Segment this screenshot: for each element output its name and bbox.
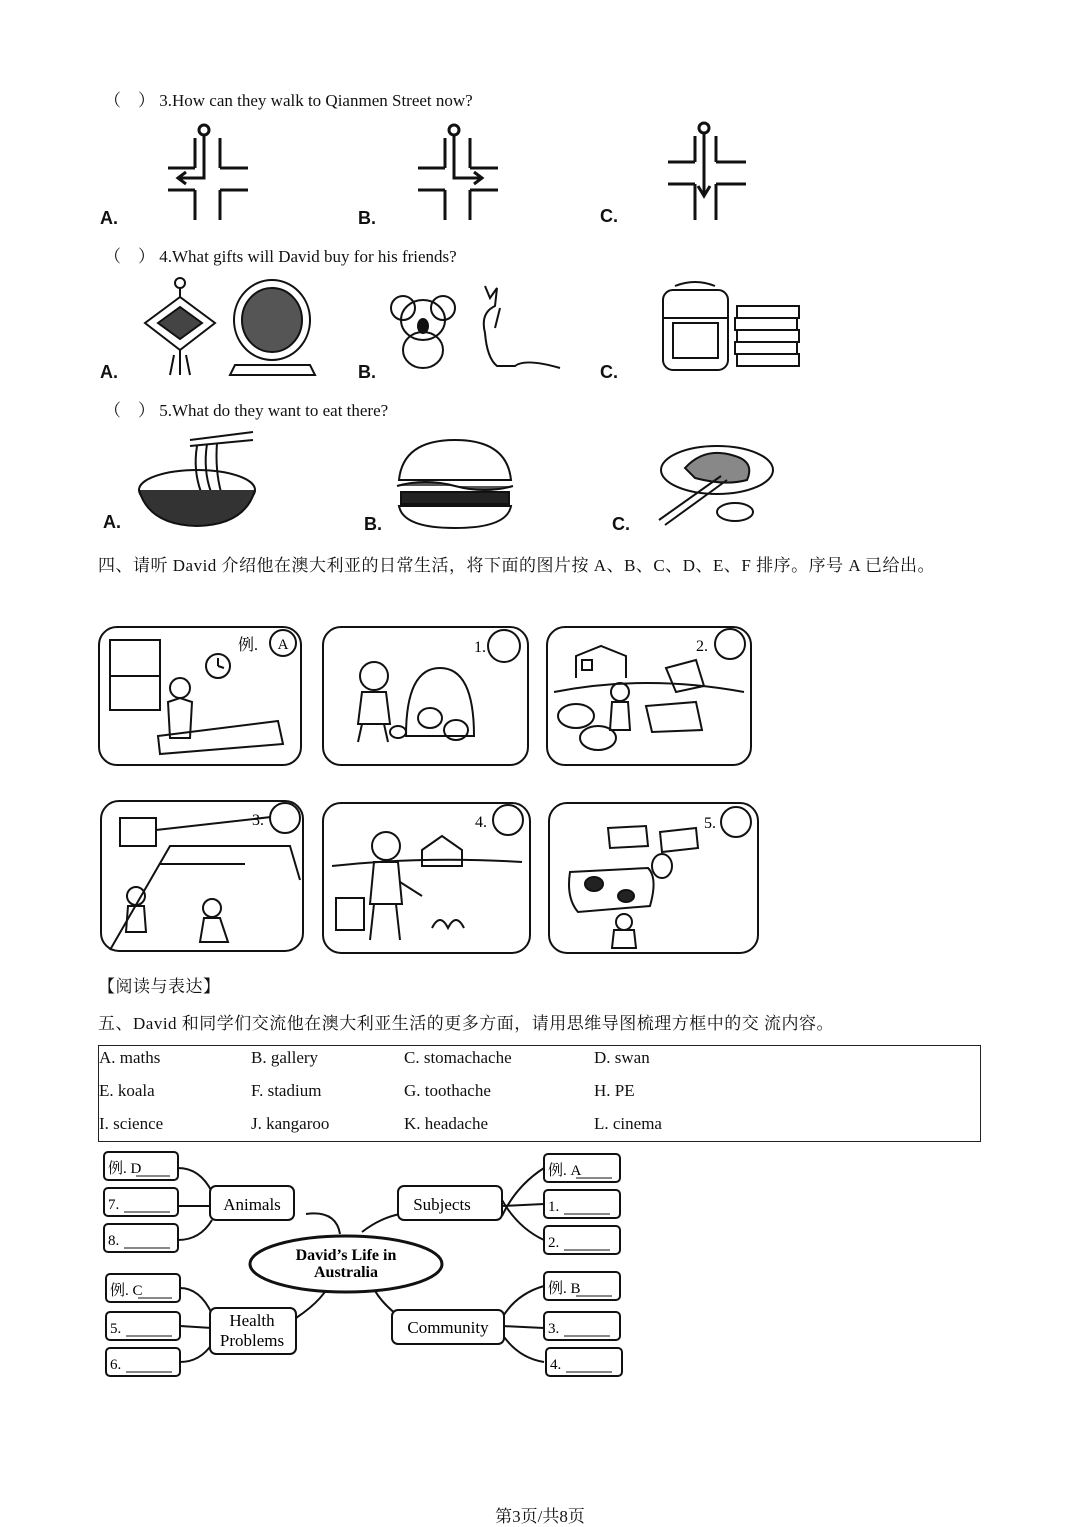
word-option: L. cinema (594, 1114, 662, 1133)
question-text: 3.How can they walk to Qianmen Street now? (159, 91, 473, 110)
route-diagram-b (410, 120, 510, 230)
branch-subjects-label: Subjects (413, 1195, 471, 1214)
mind-map (100, 1148, 630, 1383)
route-diagram-c (660, 120, 760, 230)
answer-bracket: （ ） (104, 91, 155, 110)
card-label: 3. (252, 812, 264, 829)
center-title-line-1: David’s Life in (295, 1247, 397, 1264)
word-option: F. stadium (251, 1081, 322, 1100)
word-option: C. stomachache (404, 1048, 512, 1067)
option-b-label: B. (358, 208, 376, 228)
question-text: 4.What gifts will David buy for his friends? (159, 247, 457, 266)
question-3 (104, 86, 473, 111)
picture-card-4 (322, 802, 532, 956)
card-label: 2. (696, 638, 708, 655)
branch-health-label-line-1: Health (229, 1311, 275, 1330)
roast-duck-plate-image (655, 440, 775, 530)
option-c-label: C. (600, 206, 618, 226)
page-number-footer: 第3页/共8页 (495, 1507, 585, 1526)
question-text: 5.What do they want to eat there? (159, 401, 389, 420)
word-option: I. science (99, 1114, 164, 1133)
slot-text: 8. (108, 1233, 120, 1249)
slot-text: 5. (110, 1321, 122, 1337)
picture-card-2 (546, 626, 753, 768)
option-c-label: C. (612, 514, 630, 534)
hamburger-image (395, 440, 515, 530)
slot-text: 例. C (110, 1283, 143, 1299)
slot-text: 例. D (108, 1161, 142, 1177)
picture-card-example (98, 626, 303, 768)
word-option: E. koala (99, 1081, 155, 1100)
word-option: H. PE (594, 1081, 635, 1100)
route-diagram-a (160, 120, 260, 230)
branch-animals-label: Animals (223, 1195, 281, 1214)
word-option: A. maths (99, 1048, 161, 1067)
picture-card-1 (322, 626, 530, 768)
card-label: 1. (474, 639, 486, 656)
slot-text: 例. B (548, 1281, 581, 1297)
card-label: 4. (475, 814, 487, 831)
question-5 (104, 396, 388, 421)
branch-community-label: Community (407, 1318, 489, 1337)
slot-text: 2. (548, 1235, 560, 1251)
slot-text: 6. (110, 1357, 122, 1373)
word-option: K. headache (404, 1114, 489, 1133)
slot-text: 7. (108, 1197, 120, 1213)
noodles-bowl-image (135, 430, 260, 530)
section-4-instruction: 四、请听 David 介绍他在澳大利亚的日常生活，将下面的图片按 A、B、C、D、E、F 排序。序号 A 已给出。 (98, 556, 935, 575)
slot-text: 4. (550, 1357, 562, 1373)
card-label: 例. (238, 637, 259, 654)
chinese-knot-and-plate-image (140, 275, 320, 380)
answer-bracket: （ ） (104, 247, 155, 266)
center-title-line-2: Australia (314, 1264, 378, 1281)
slot-text: 1. (548, 1199, 560, 1215)
picture-card-3 (100, 800, 305, 954)
option-c-label: C. (600, 362, 618, 382)
word-option: J. kangaroo (251, 1114, 330, 1133)
question-4 (104, 242, 457, 267)
option-b-label: B. (358, 362, 376, 382)
card-answer: A (277, 637, 289, 653)
branch-health-label-line-2: Problems (219, 1331, 285, 1350)
slot-text: 例. A (548, 1163, 582, 1179)
card-label: 5. (704, 815, 716, 832)
word-option: B. gallery (251, 1048, 319, 1067)
option-b-label: B. (364, 514, 382, 534)
word-bank-box (98, 1045, 981, 1142)
option-a-label: A. (100, 208, 118, 228)
koala-and-kangaroo-image (385, 278, 565, 373)
option-a-label: A. (103, 512, 121, 532)
reading-section-header: 【阅读与表达】 (98, 977, 221, 996)
slot-text: 3. (548, 1321, 560, 1337)
picture-card-5 (548, 802, 760, 956)
word-option: G. toothache (404, 1081, 491, 1100)
word-option: D. swan (594, 1048, 650, 1067)
option-a-label: A. (100, 362, 118, 382)
backpack-and-books-image (645, 278, 810, 376)
section-5-instruction: 五、David 和同学们交流他在澳大利亚生活的更多方面，请用思维导图梳理方框中的交 流内容。 (98, 1014, 835, 1033)
answer-bracket: （ ） (104, 401, 155, 420)
